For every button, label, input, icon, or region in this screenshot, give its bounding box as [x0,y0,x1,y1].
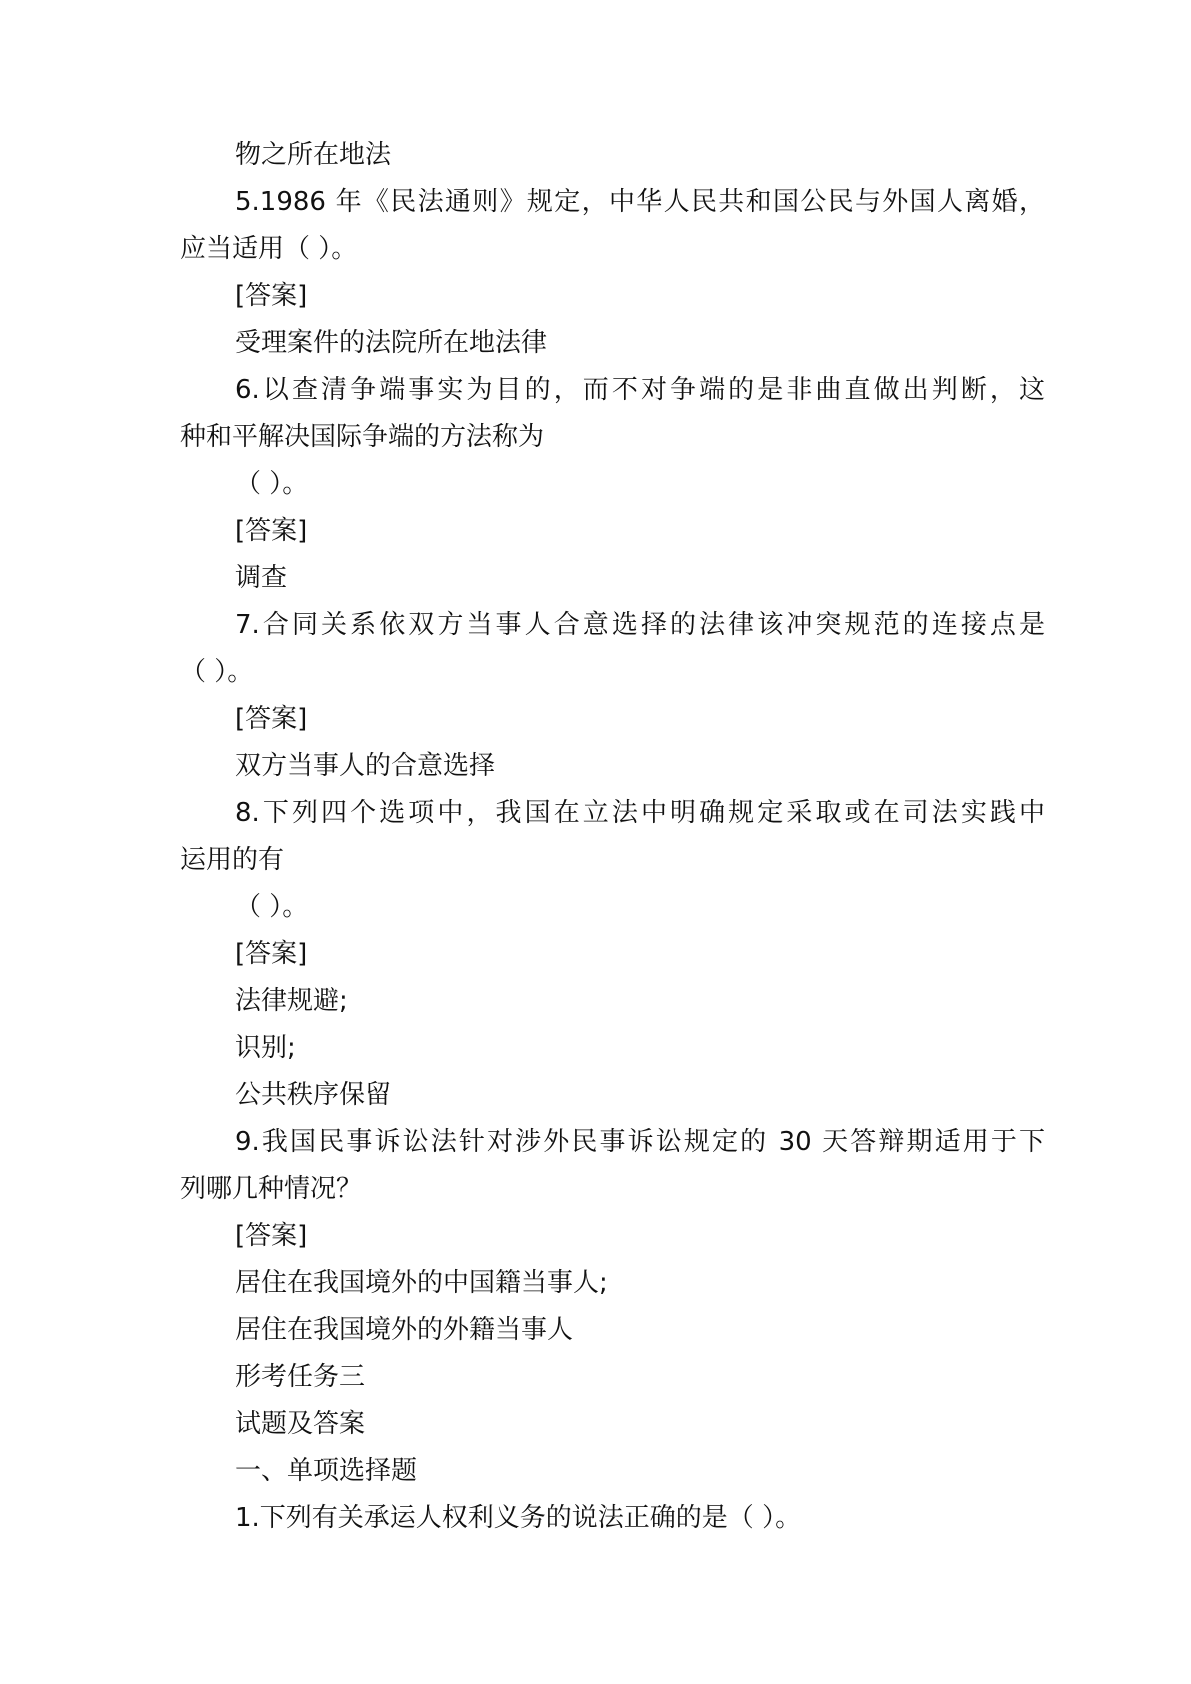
question-7-text: 7.合同关系依双方当事人合意选择的法律该冲突规范的连接点是 [235,610,1045,640]
question-6-text-continued: 种和平解决国际争端的方法称为 [180,422,545,452]
section-heading: 形考任务三 [235,1362,366,1392]
answer-label: [答案] [235,516,308,546]
question-1-text: 1.下列有关承运人权利义务的说法正确的是（ ）。 [235,1503,802,1533]
answer-text: 调查 [235,563,288,593]
section-subheading: 试题及答案 [235,1409,366,1439]
question-8-text: 8.下列四个选项中，我国在立法中明确规定采取或在司法实践中 [235,798,1045,828]
answer-label: [答案] [235,704,308,734]
answer-text: 居住在我国境外的外籍当事人 [235,1315,574,1345]
answer-text: 法律规避; [235,986,348,1016]
answer-label: [答案] [235,1221,308,1251]
document-body [180,132,1045,1542]
answer-label: [答案] [235,281,308,311]
question-5-text: 5.1986 年《民法通则》规定，中华人民共和国公民与外国人离婚， [235,187,1045,217]
question-8-text-continued: 运用的有 [180,845,285,875]
question-7-blank: （ ）。 [180,657,254,687]
question-5-text-continued: 应当适用（ ）。 [180,234,358,264]
answer-text: 受理案件的法院所在地法律 [235,328,548,358]
question-6-text: 6.以查清争端事实为目的，而不对争端的是非曲直做出判断，这 [235,375,1045,405]
answer-text: 公共秩序保留 [235,1080,392,1110]
question-9-text-continued: 列哪几种情况？ [180,1174,363,1204]
answer-label: [答案] [235,939,308,969]
section-part-heading: 一、单项选择题 [235,1456,418,1486]
answer-text: 双方当事人的合意选择 [235,751,496,781]
question-9-text: 9.我国民事诉讼法针对涉外民事诉讼规定的 30 天答辩期适用于下 [235,1127,1045,1157]
answer-text: 物之所在地法 [235,140,392,170]
answer-text: 居住在我国境外的中国籍当事人; [235,1268,608,1298]
question-8-blank: （ ）。 [235,892,309,922]
answer-text: 识别; [235,1033,296,1063]
question-6-blank: （ ）。 [235,469,309,499]
